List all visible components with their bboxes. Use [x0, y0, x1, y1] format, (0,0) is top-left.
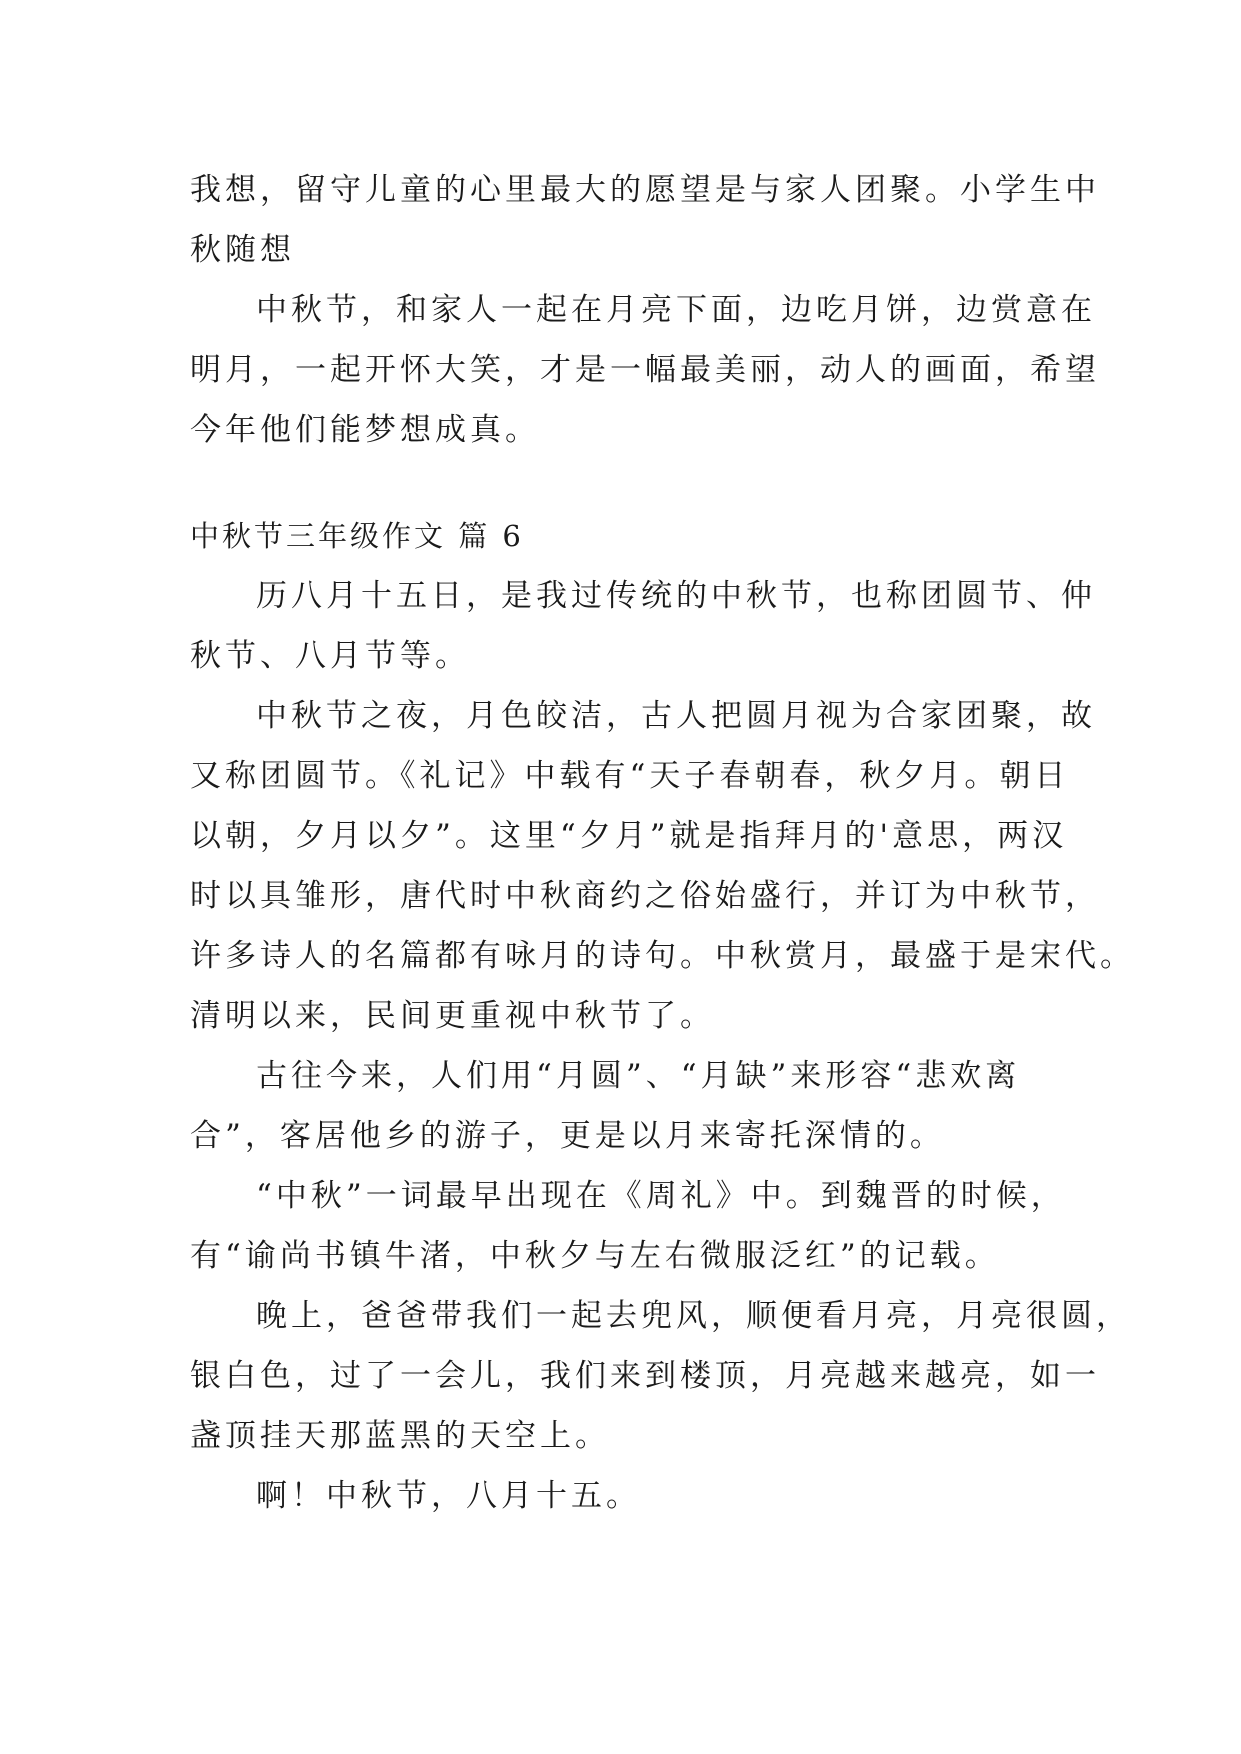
paragraph-line: 清明以来，民间更重视中秋节了。 [190, 998, 715, 1034]
paragraph-line: 又称团圆节。《礼记》中载有“天子春朝春，秋夕月。朝日 [190, 758, 1070, 794]
paragraph-line: 合”，客居他乡的游子，更是以月来寄托深情的。 [190, 1118, 945, 1154]
paragraph-line: 许多诗人的名篇都有咏月的诗句。中秋赏月，最盛于是宋代。 [190, 938, 1135, 974]
paragraph-line: 时以具雏形，唐代时中秋商约之俗始盛行，并订为中秋节， [190, 878, 1100, 914]
paragraph-line: 秋节、八月节等。 [190, 638, 470, 674]
paragraph-line: 银白色，过了一会儿，我们来到楼顶，月亮越来越亮，如一 [190, 1358, 1100, 1394]
paragraph-line: 以朝，夕月以夕”。这里“夕月”就是指拜月的'意思，两汉 [190, 818, 1068, 854]
intro-line: 我想，留守儿童的心里最大的愿望是与家人团聚。小学生中 [190, 172, 1100, 208]
paragraph-line: 有“谕尚书镇牛渚，中秋夕与左右微服泛红”的记载。 [190, 1238, 1000, 1274]
paragraph-line: 盏顶挂天那蓝黑的天空上。 [190, 1418, 610, 1454]
paragraph-line: 中秋节之夜，月色皎洁，古人把圆月视为合家团聚，故 [256, 698, 1096, 734]
section-gap [190, 460, 1060, 506]
paragraph-line: 古往今来，人们用“月圆”、“月缺”来形容“悲欢离 [256, 1058, 1021, 1094]
paragraph-line: 啊！中秋节，八月十五。 [256, 1478, 641, 1514]
intro-line: 秋随想 [190, 232, 295, 268]
paragraph-line: 今年他们能梦想成真。 [190, 412, 540, 448]
paragraph-line: “中秋”一词最早出现在《周礼》中。到魏晋的时候， [256, 1178, 1066, 1214]
paragraph-line: 中秋节，和家人一起在月亮下面，边吃月饼，边赏意在 [256, 292, 1096, 328]
paragraph-line: 历八月十五日，是我过传统的中秋节，也称团圆节、仲 [256, 578, 1096, 614]
section-title: 中秋节三年级作文 篇 6 [190, 519, 524, 553]
document-page [190, 160, 1135, 1526]
paragraph-line: 明月，一起开怀大笑，才是一幅最美丽，动人的画面，希望 [190, 352, 1100, 388]
paragraph-line: 晚上，爸爸带我们一起去兜风，顺便看月亮，月亮很圆， [256, 1298, 1131, 1334]
